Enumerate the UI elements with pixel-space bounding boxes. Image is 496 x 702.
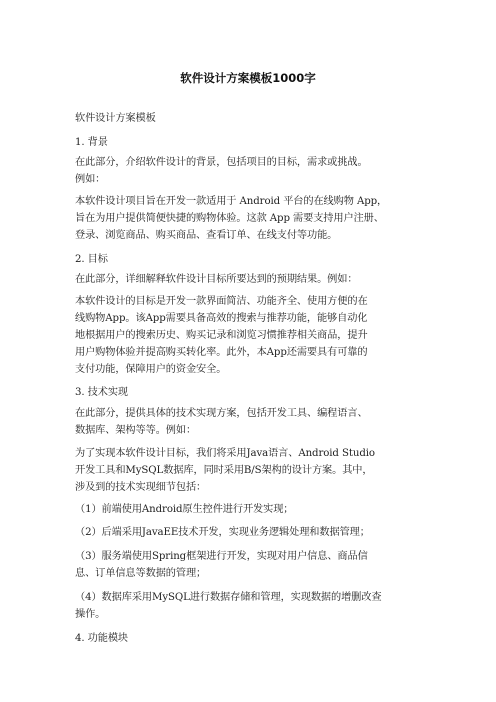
- list-item: （1）前端使用Android原生控件进行开发实现；: [75, 504, 294, 515]
- list-item: （4）数据库采用MySQL进行数据存储和管理，实现数据的增删改查 操作。: [75, 592, 382, 620]
- section-2-example: 本软件设计的目标是开发一款界面简洁、功能齐全、使用方便的在 线购物App。该App需要具备高效的搜索与推荐功能，能够自动化 地根据用户的搜索历史、购买记录和浏览习惯推荐相关商品，提升 用户购物体验并提高购买转化率。此外，本App还需要具有可靠的 支付功能，保障用户的资金安全。: [75, 296, 368, 375]
- section-2-intro: 在此部分，详细解释软件设计目标所要达到的预期结果。例如：: [75, 274, 358, 285]
- section-3-heading: 3. 技术实现: [75, 387, 129, 398]
- document-title: 软件设计方案模板1000字: [180, 71, 316, 85]
- section-4-heading: 4. 功能模块: [75, 633, 129, 644]
- subtitle: 软件设计方案模板: [75, 113, 156, 124]
- list-item: （2）后端采用JavaEE技术开发，实现业务逻辑处理和数据管理；: [75, 527, 370, 538]
- section-1-intro: 在此部分，介绍软件设计的背景，包括项目的目标，需求或挑战。 例如：: [75, 157, 368, 185]
- section-3-intro: 在此部分，提供具体的技术实现方案，包括开发工具、编程语言、 数据库、架构等等。例如：: [75, 408, 368, 436]
- section-1-example: 本软件设计项目旨在开发一款适用于 Android 平台的在线购物 App， 旨在为用户提供简便快捷的购物体验。这款 App 需要支持用户注册、 登录、浏览商品、购买商品、查看订单、在线支付等功能。: [75, 196, 388, 241]
- list-item: （3）服务端使用Spring框架进行开发，实现对用户信息、商品信 息、订单信息等数据的管理；: [75, 551, 368, 579]
- section-1-heading: 1. 背景: [75, 137, 108, 148]
- section-2-heading: 2. 目标: [75, 254, 108, 265]
- section-3-example: 为了实现本软件设计目标，我们将采用Java语言、Android Studio 开发工具和MySQL数据库，同时采用B/S架构的设计方案。其中， 涉及到的技术实现细节包括：: [75, 448, 375, 493]
